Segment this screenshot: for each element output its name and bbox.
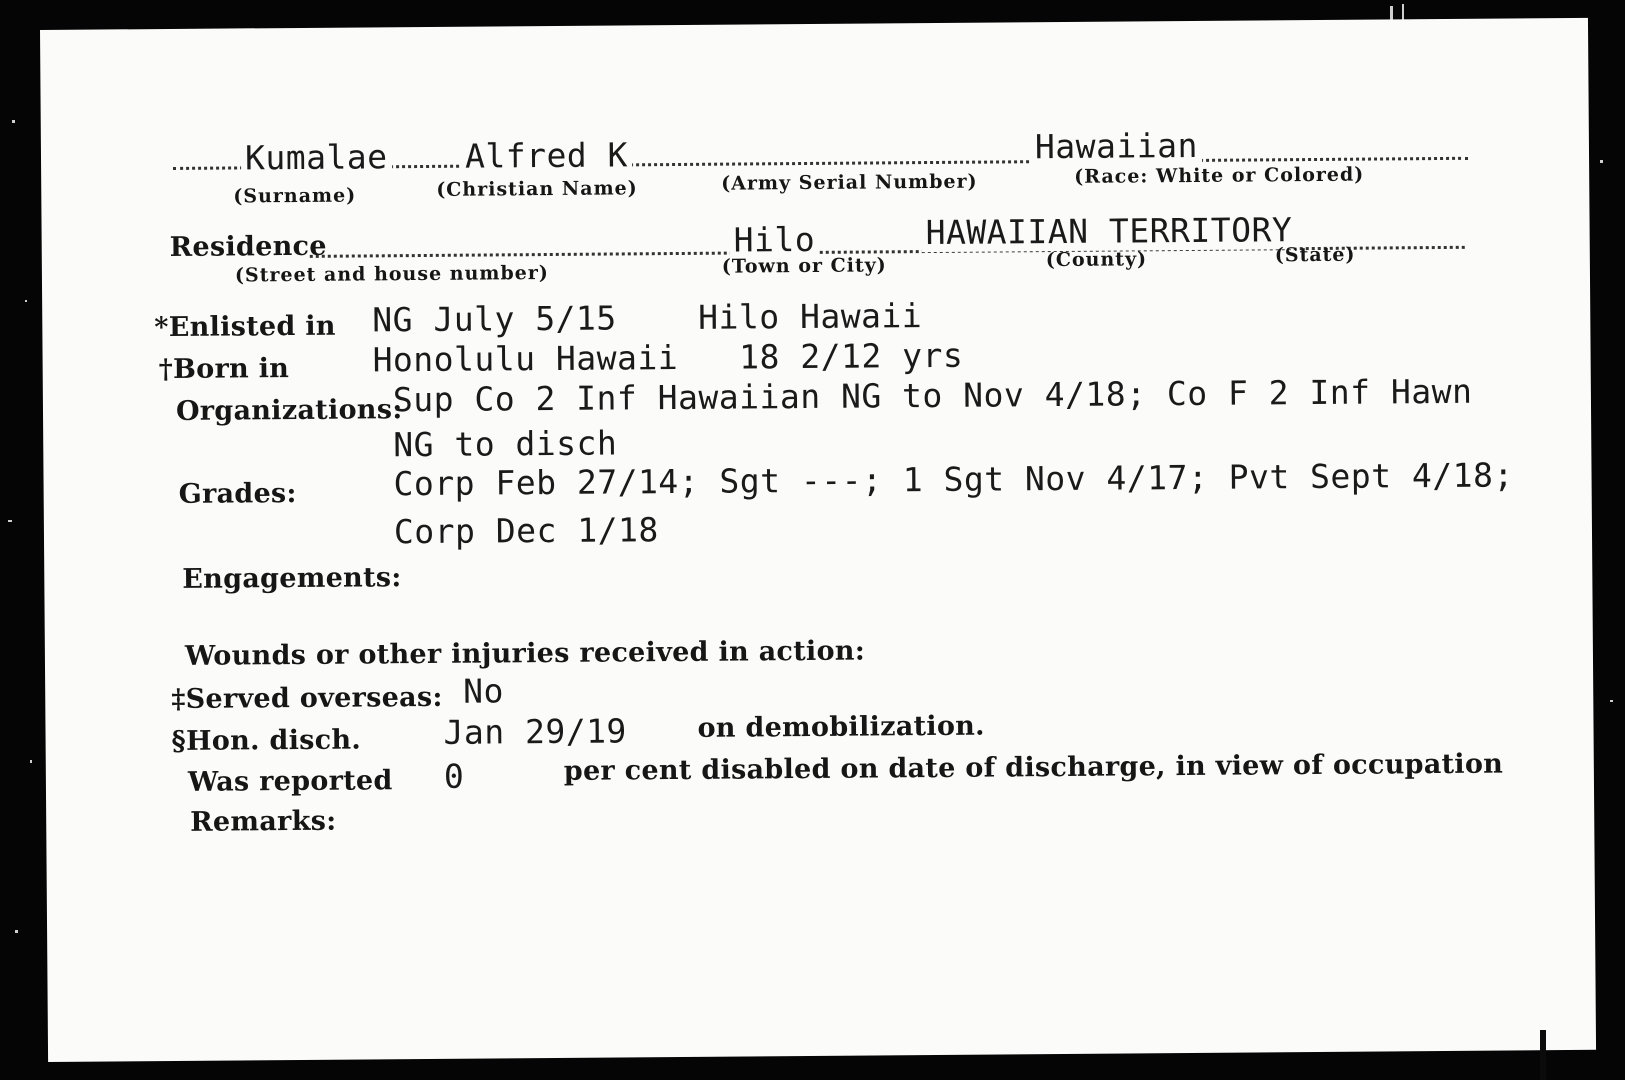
organizations-line-2: NG to disch [393,423,618,465]
was-reported-value: 0 [443,756,465,796]
organizations-line-1: Sup Co 2 Inf Hawaiian NG to Nov 4/18; Co F 2 Inf Hawn [392,371,1473,420]
hon-disch-value: Jan 29/19 [443,711,627,752]
surname-caption: (Surname) [233,184,357,208]
was-reported-suffix: per cent disabled on date of discharge, in view of occupation [563,748,1504,787]
state-caption: (State) [1274,243,1356,267]
scan-noise [8,520,12,522]
scan-noise [12,120,15,123]
served-overseas-label: ‡Served overseas: [171,681,443,715]
christian-name-caption: (Christian Name) [436,177,638,201]
grades-label: Grades: [178,477,297,510]
hon-disch-suffix: on demobilization. [697,710,985,744]
enlisted-value: NG July 5/15 Hilo Hawaii [372,296,923,340]
race-value: Hawaiian [1031,126,1202,166]
scan-noise [15,930,18,933]
residence-label: Residence [169,230,327,263]
wounds-label: Wounds or other injuries received in action: [184,635,866,672]
was-reported-label: Was reported [187,765,393,798]
race-caption: (Race: White or Colored) [1074,163,1365,188]
scan-noise [30,760,32,763]
born-label: †Born in [158,353,290,386]
born-value: Honolulu Hawaii 18 2/12 yrs [372,335,964,380]
county-value: HAWAIIAN TERRITORY [921,210,1296,252]
grades-line-2: Corp Dec 1/18 [393,510,659,552]
town-caption: (Town or City) [721,254,887,278]
hon-disch-label: §Hon. disch. [171,724,362,757]
scan-noise [1610,700,1613,702]
christian-name-value: Alfred K [461,135,632,175]
surname-value: Kumalae [241,137,392,177]
remarks-label: Remarks: [190,805,337,838]
enlisted-label: *Enlisted in [154,310,336,344]
service-record-card [40,18,1596,1062]
scan-edge-bar [1540,1030,1546,1080]
engagements-label: Engagements: [182,562,402,595]
organizations-label: Organizations: [175,394,403,427]
serial-caption: (Army Serial Number) [721,170,978,195]
scan-noise [25,300,27,302]
served-overseas-value: No [463,671,505,711]
street-caption: (Street and house number) [234,262,549,287]
scan-noise [1600,160,1603,163]
county-caption: (County) [1045,248,1148,272]
grades-line-1: Corp Feb 27/14; Sgt ---; 1 Sgt Nov 4/17; Pvt Sept 4/18; [393,455,1514,504]
town-value: Hilo [730,220,820,260]
